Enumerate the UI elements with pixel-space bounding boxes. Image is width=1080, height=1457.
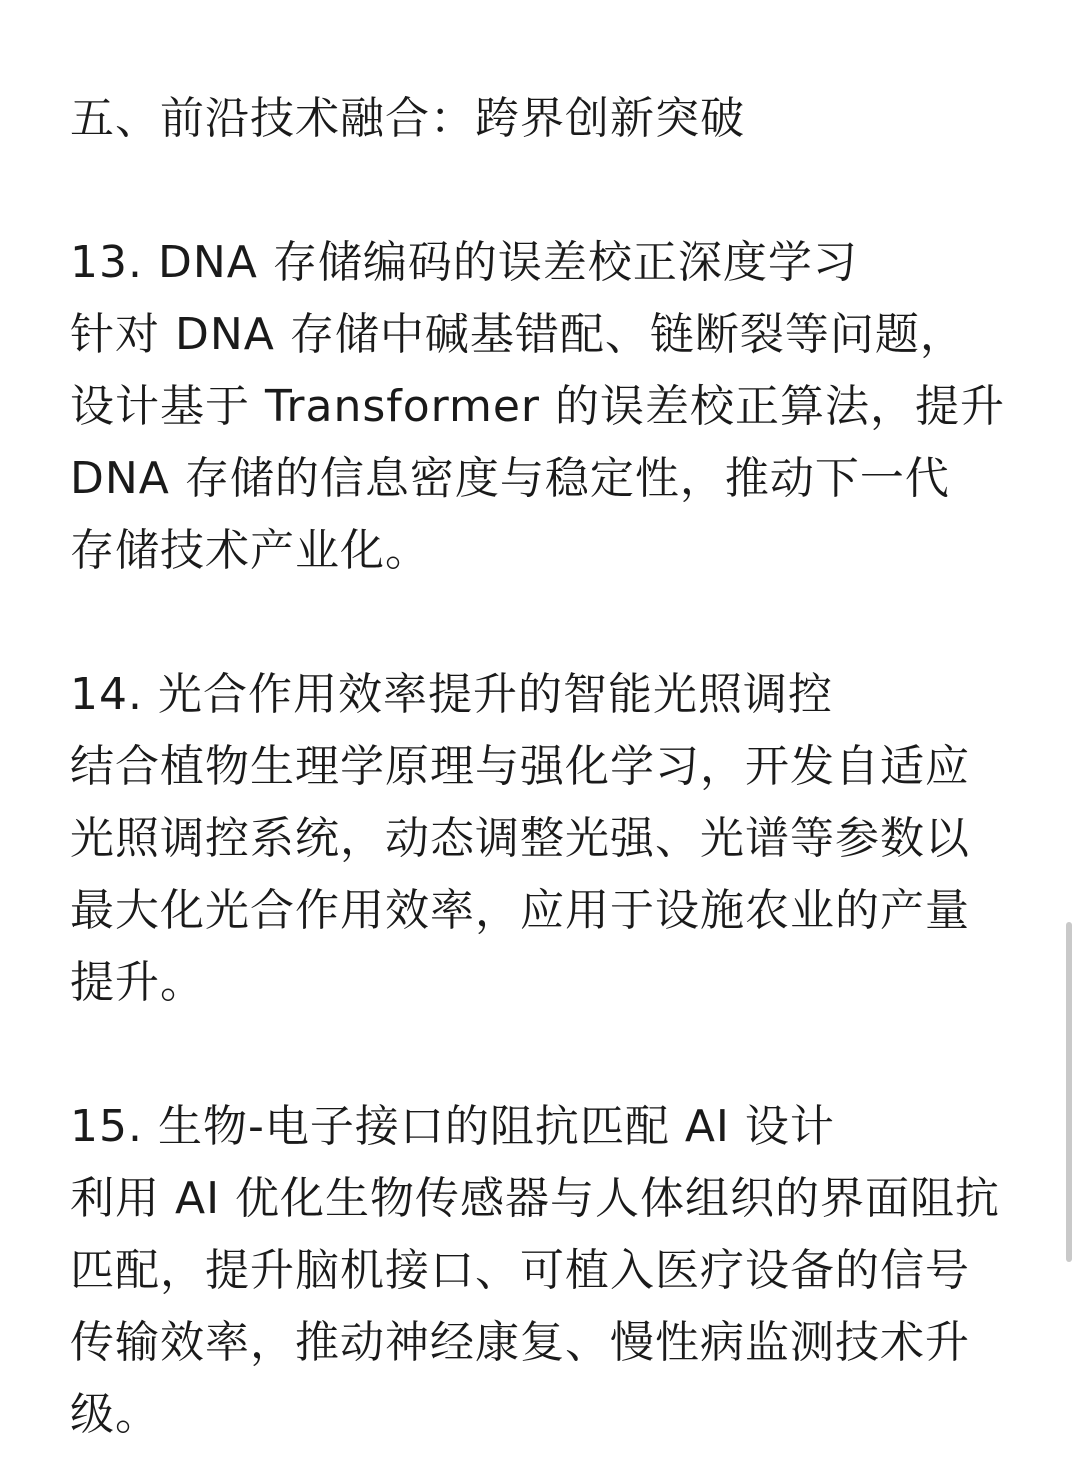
item-title: 13. DNA 存储编码的误差校正深度学习 [70, 237, 858, 288]
item-text-line: 利用 AI 优化生物传感器与人体组织的界面阻抗 [70, 1173, 1001, 1224]
vertical-scrollbar[interactable] [1066, 922, 1072, 1262]
item-text-line: 级。 [70, 1389, 160, 1440]
section-title: 五、前沿技术融合：跨界创新突破 [70, 93, 745, 144]
item-title: 14. 光合作用效率提升的智能光照调控 [70, 669, 833, 720]
item-text-line: 匹配，提升脑机接口、可植入医疗设备的信号 [70, 1245, 970, 1296]
item-text-line: 设计基于 Transformer 的误差校正算法，提升 [70, 381, 1005, 432]
item-text-line: DNA 存储的信息密度与稳定性，推动下一代 [70, 453, 950, 504]
item-text-line: 光照调控系统，动态调整光强、光谱等参数以 [70, 813, 970, 864]
item-text-line: 传输效率，推动神经康复、慢性病监测技术升 [70, 1317, 970, 1368]
article-body [70, 83, 1015, 1451]
list-item [70, 659, 1015, 1019]
item-text-line: 提升。 [70, 957, 205, 1008]
list-item [70, 1091, 1015, 1451]
item-text-line: 针对 DNA 存储中碱基错配、链断裂等问题， [70, 309, 965, 360]
list-item [70, 227, 1015, 587]
item-title: 15. 生物-电子接口的阻抗匹配 AI 设计 [70, 1101, 835, 1152]
item-text-line: 结合植物生理学原理与强化学习，开发自适应 [70, 741, 970, 792]
item-text-line: 存储技术产业化。 [70, 525, 430, 576]
item-text-line: 最大化光合作用效率，应用于设施农业的产量 [70, 885, 970, 936]
